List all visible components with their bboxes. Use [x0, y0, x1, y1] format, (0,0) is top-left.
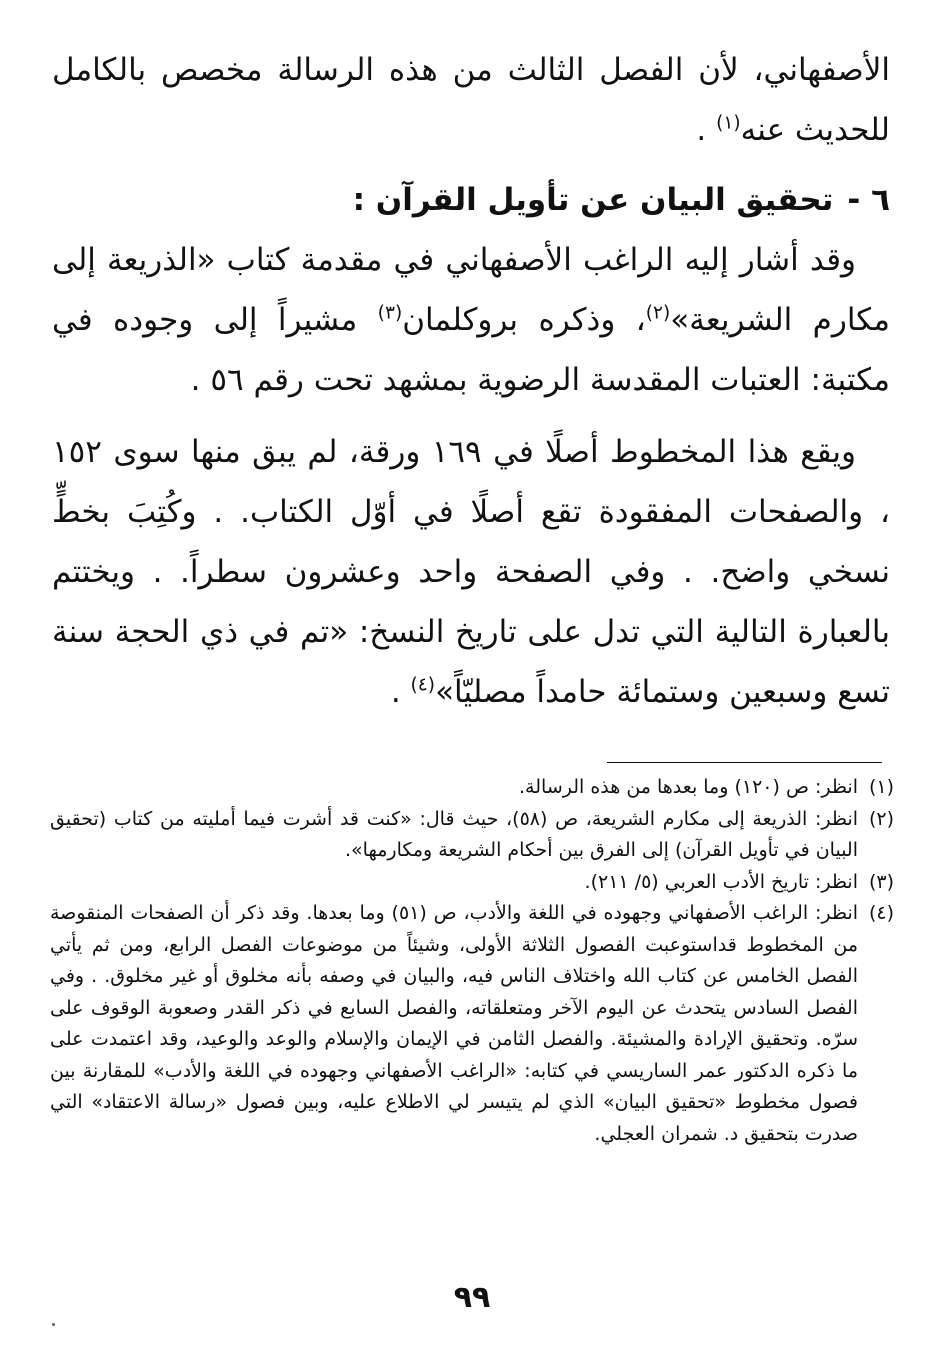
footnote-3 — [50, 867, 894, 899]
footnote-ref-2: (٢) — [645, 302, 671, 324]
footnote-number: (١) — [868, 776, 894, 798]
manuscript-paragraph — [52, 422, 890, 722]
footnote-ref-3: (٣) — [377, 302, 403, 324]
footnote-text: انظر: الراغب الأصفهاني وجهوده في اللغة والأدب، ص (٥١) وما بعدها. وقد ذكر أن الصفحات المنقوصة من المخطوط قداستوعبت الفصول الثلاثة الأولى، وشيئاً من موضوعات الفصل الرابع، ومن ثم يأتي الفصل الخامس عن كتاب الله واختلاف الناس فيه، والبيان في وصفه بأنه مخلوق أو غير مخلوق. . وفي الفصل السادس يتحدث عن اليوم الآخر ومتعلقاته، والفصل السابع في ذكر القدر وصعوبة الوقوف على سرّه. وتحقيق الإرادة والمشيئة. والفصل الثامن في الإيمان والإسلام والوعد والوعيد، وقد اعتمدت على ما ذكره الدكتور عمر الساريسي في كتابه: «الراغب الأصفهاني وجهوده في اللغة والأدب» للمقارنة بين فصول مخطوط «تحقيق البيان» الذي لم يتيسر لي الاطلاع عليه، وبين فصول «رسالة الاعتقاد» التي صدرت بتحقيق د. شمران العجلي. — [50, 902, 859, 1145]
footnote-2 — [50, 804, 894, 867]
section-heading — [52, 170, 890, 230]
footnote-text: انظر: تاريخ الأدب العربي (٥/ ٢١١). — [584, 870, 858, 893]
footnote-number: (٤) — [868, 902, 894, 924]
manuscript-text: ويقع هذا المخطوط أصلًا في ١٦٩ ورقة، لم يبق منها سوى ١٥٢ ، والصفحات المفقودة تقع أصلًا في أوّل الكتاب. . وكُتِبَ بخطٍّ نسخي واضح. . وفي الصفحة واحد وعشرون سطراً. . ويختتم بالعبارة التالية التي تدل على تاريخ النسخ: «تم في ذي الحجة سنة تسع وسبعين وستمائة حامداً مصليّاً» — [52, 434, 890, 710]
footnote-separator — [607, 762, 882, 763]
section-number: ٦ - — [847, 182, 890, 218]
footnote-text: انظر: الذريعة إلى مكارم الشريعة، ص (٥٨)، حيث قال: «كنت قد أشرت فيما أمليته من كتاب (تحقيق البيان في تأويل القرآن) إلى الفرق بين أحكام الشريعة ومكارمها». — [50, 807, 859, 861]
dhariah-text-3: مشيراً إلى وجوده في مكتبة: العتبات المقدسة الرضوية بمشهد تحت رقم ٥٦ . — [52, 302, 890, 398]
footnotes — [50, 772, 894, 1150]
dhariah-text-2: ، وذكره بروكلمان — [402, 302, 646, 338]
footnote-1 — [50, 772, 894, 804]
footnote-number: (٣) — [868, 870, 894, 893]
intro-paragraph — [52, 40, 890, 160]
footnote-ref-4: (٤) — [410, 674, 436, 696]
section-title: تحقيق البيان عن تأويل القرآن : — [352, 182, 834, 218]
dhariah-paragraph — [52, 230, 890, 410]
intro-end: . — [696, 112, 717, 148]
footnote-number: (٢) — [868, 807, 894, 830]
footnote-ref-1: (١) — [716, 112, 741, 134]
footnote-4 — [50, 898, 894, 1150]
page-number: ٩٩ — [453, 1280, 491, 1315]
scan-speck — [52, 1323, 55, 1326]
intro-text: الأصفهاني، لأن الفصل الثالث من هذه الرسالة مخصص بالكامل للحديث عنه — [52, 52, 890, 148]
main-text — [52, 40, 890, 722]
manuscript-end: . — [390, 674, 411, 710]
dhariah-text-1: وقد أشار إليه الراغب الأصفهاني في مقدمة كتاب «الذريعة إلى مكارم الشريعة» — [52, 242, 890, 338]
footnote-text: انظر: ص (١٢٠) وما بعدها من هذه الرسالة. — [519, 776, 858, 798]
